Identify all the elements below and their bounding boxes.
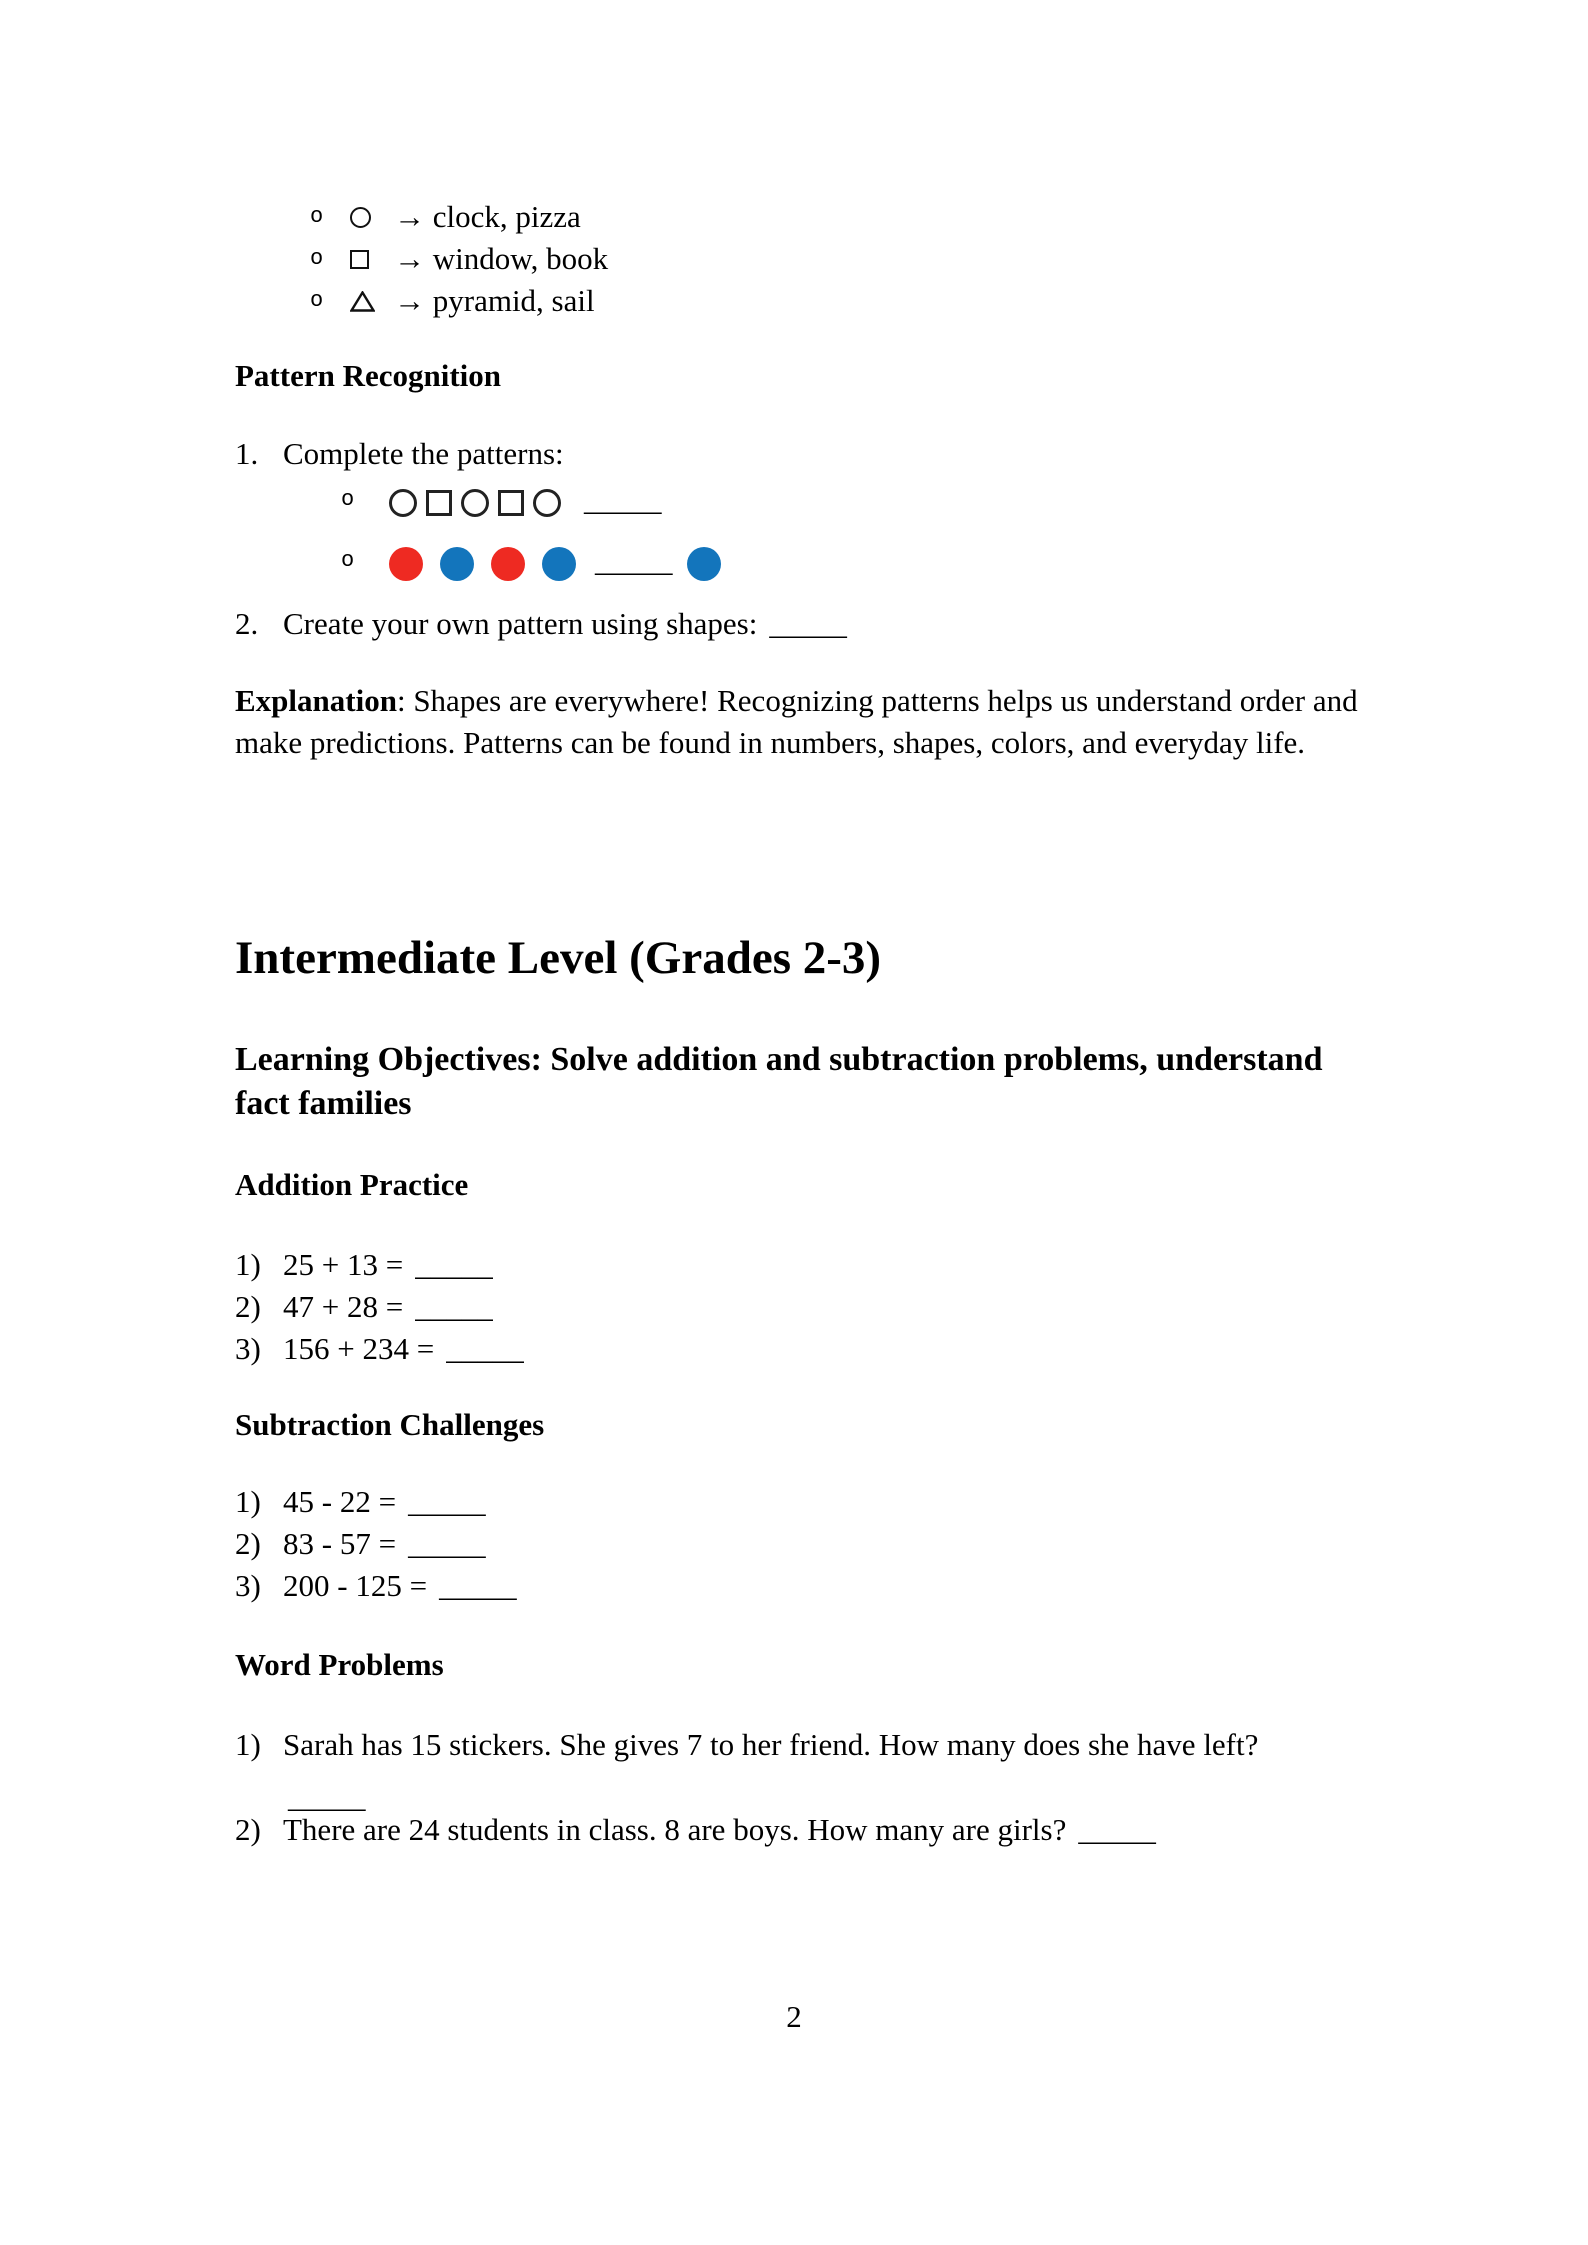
- pattern-blank: _____: [595, 543, 673, 578]
- red-dot-icon: [389, 547, 423, 581]
- pattern-dot-sequence: [389, 540, 738, 582]
- item-expression: 25 + 13 =: [283, 1247, 404, 1282]
- addition-item: [235, 1286, 524, 1328]
- page-title: Intermediate Level (Grades 2-3): [235, 932, 882, 984]
- answer-blank: _____: [1078, 1812, 1156, 1847]
- numbered-item: [235, 603, 847, 645]
- pattern-dots-row: [235, 537, 738, 585]
- blue-dot-icon: [440, 547, 474, 581]
- bullet-marker: o: [310, 204, 324, 229]
- section-heading-addition: Addition Practice: [235, 1167, 469, 1202]
- pattern-shape-sequence: [389, 479, 662, 521]
- explanation-label: Explanation: [235, 683, 397, 718]
- answer-blank: _____: [408, 1484, 486, 1519]
- bullet-marker: o: [310, 246, 324, 271]
- list-item: [235, 280, 1135, 322]
- item-number: 2): [235, 1289, 261, 1324]
- answer-blank: _____: [769, 606, 847, 641]
- item-expression: 83 - 57 =: [283, 1526, 397, 1561]
- item-text: There are 24 students in class. 8 are boys. How many are girls?: [283, 1812, 1067, 1847]
- circle-outline-icon: [461, 489, 489, 517]
- item-expression: 200 - 125 =: [283, 1568, 428, 1603]
- shape-examples-list: [235, 196, 1135, 322]
- item-expression: 156 + 234 =: [283, 1331, 435, 1366]
- numbered-item: [235, 433, 564, 475]
- square-outline-icon: [498, 490, 524, 516]
- learning-objectives-heading: Learning Objectives: Solve addition and subtraction problems, understand fact families: [235, 1041, 1323, 1122]
- item-number: 2): [235, 1526, 261, 1561]
- section-heading-pattern-recognition: Pattern Recognition: [235, 358, 502, 393]
- triangle-outline-icon: [350, 291, 394, 312]
- example-text: → window, book: [394, 241, 609, 276]
- bullet-marker: o: [310, 288, 324, 313]
- item-expression: 47 + 28 =: [283, 1289, 404, 1324]
- section-heading-word-problems: Word Problems: [235, 1647, 444, 1682]
- bullet-marker: o: [341, 487, 355, 512]
- answer-blank: _____: [439, 1568, 517, 1603]
- square-outline-icon: [426, 490, 452, 516]
- addition-list: [235, 1244, 524, 1370]
- section-heading-subtraction: Subtraction Challenges: [235, 1407, 545, 1442]
- pattern-shapes-row: [235, 476, 662, 524]
- subtraction-item: [235, 1523, 517, 1565]
- explanation-text: : Shapes are everywhere! Recognizing patterns helps us understand order and make predictions. Patterns can be found in numbers, shapes, colors, and everyday life.: [235, 683, 1358, 760]
- item-number: 1): [235, 1484, 261, 1519]
- subtraction-item: [235, 1481, 517, 1523]
- list-item: [235, 238, 1135, 280]
- answer-blank: _____: [415, 1247, 493, 1282]
- blue-dot-icon: [687, 547, 721, 581]
- item-number: 2.: [235, 606, 259, 641]
- item-text: Complete the patterns:: [283, 436, 564, 471]
- answer-blank: _____: [446, 1331, 524, 1366]
- list-item: [235, 196, 1135, 238]
- answer-blank: _____: [408, 1526, 486, 1561]
- subtraction-list: [235, 1481, 517, 1607]
- item-number: 1): [235, 1727, 261, 1762]
- answer-blank: _____: [415, 1289, 493, 1324]
- circle-outline-icon: [533, 489, 561, 517]
- square-outline-icon: [350, 250, 394, 269]
- item-number: 1): [235, 1247, 261, 1282]
- item-text: Sarah has 15 stickers. She gives 7 to her friend. How many does she have left?: [283, 1727, 1259, 1762]
- item-number: 2): [235, 1812, 261, 1847]
- item-number: 1.: [235, 436, 259, 471]
- example-text: → pyramid, sail: [394, 283, 595, 318]
- red-dot-icon: [491, 547, 525, 581]
- item-text: Create your own pattern using shapes:: [283, 606, 758, 641]
- answer-blank: _____: [288, 1779, 366, 1814]
- addition-item: [235, 1328, 524, 1370]
- page-number: 2: [786, 1999, 802, 2034]
- example-text: → clock, pizza: [394, 199, 581, 234]
- word-problem-item: [235, 1724, 1373, 1766]
- pattern-blank: _____: [584, 482, 662, 517]
- item-expression: 45 - 22 =: [283, 1484, 397, 1519]
- subtraction-item: [235, 1565, 517, 1607]
- word-problem-item: [235, 1809, 1156, 1851]
- blue-dot-icon: [542, 547, 576, 581]
- item-number: 3): [235, 1331, 261, 1366]
- circle-outline-icon: [389, 489, 417, 517]
- item-number: 3): [235, 1568, 261, 1603]
- circle-outline-icon: [350, 207, 394, 228]
- bullet-marker: o: [341, 548, 355, 573]
- explanation-paragraph: [235, 680, 1375, 764]
- addition-item: [235, 1244, 524, 1286]
